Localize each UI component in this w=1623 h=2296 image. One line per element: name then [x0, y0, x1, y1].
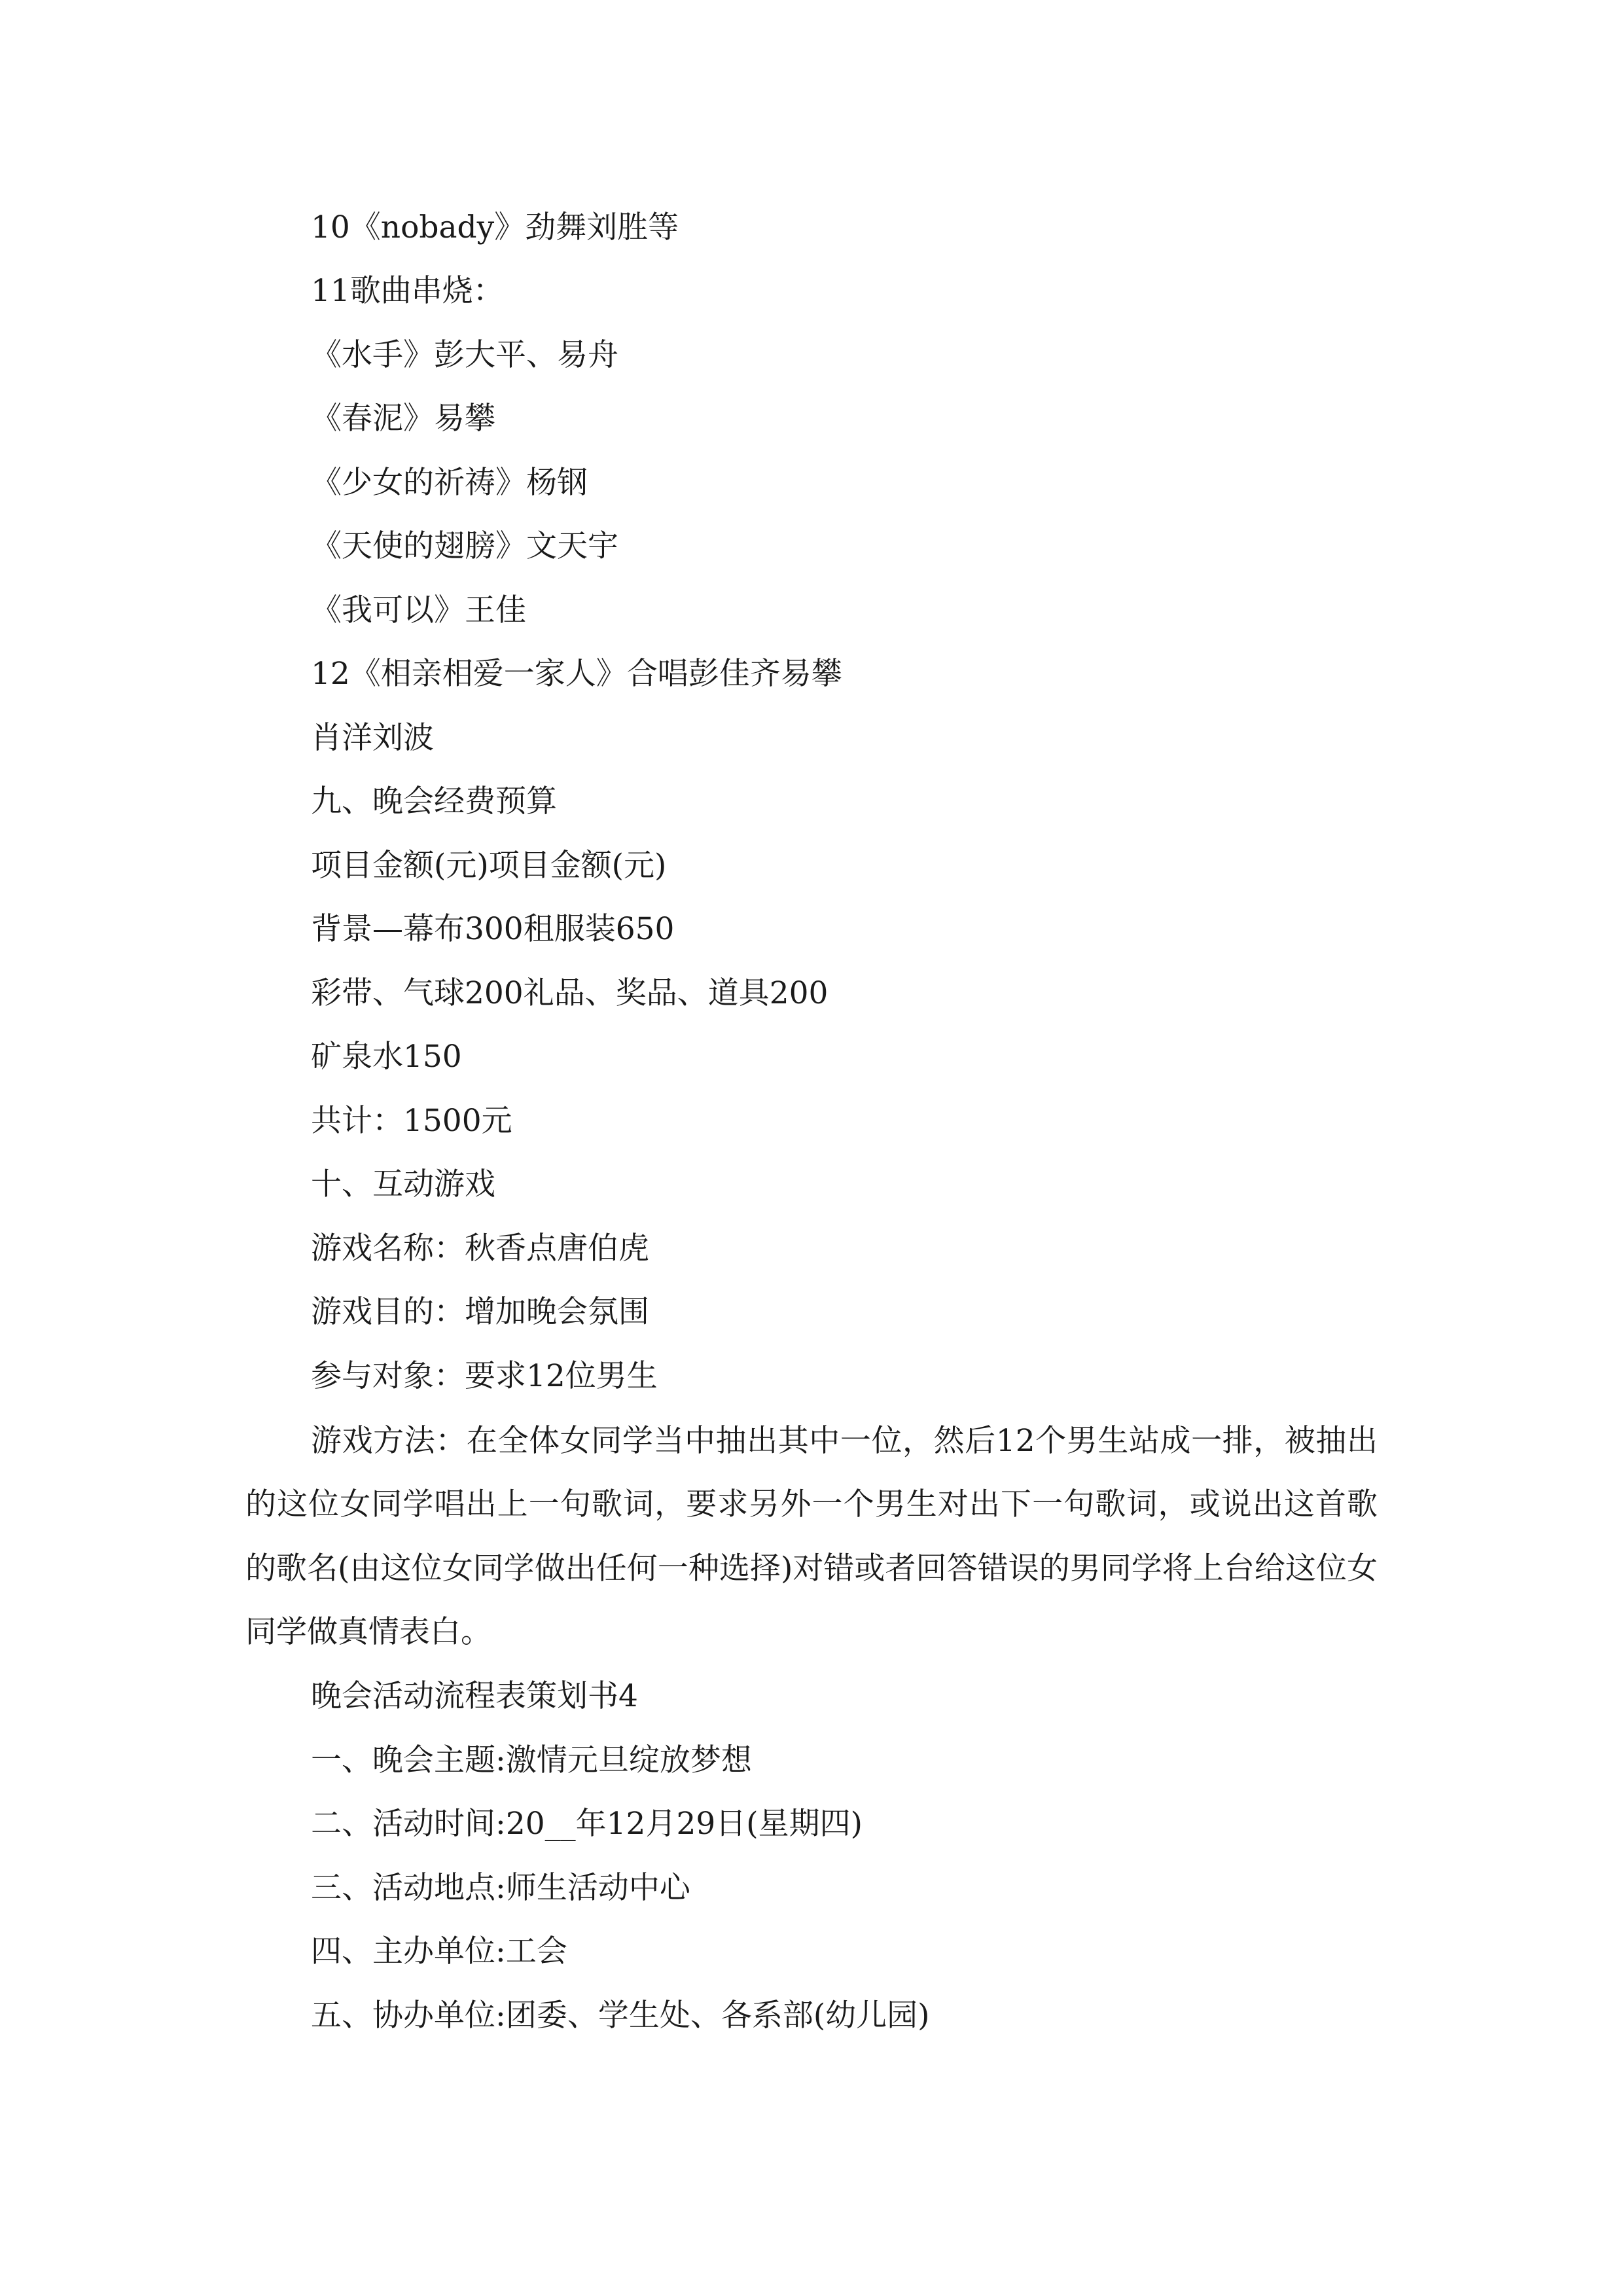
- document-title: 晚会活动流程表策划书4: [311, 1678, 638, 1714]
- text-line: 游戏名称：秋香点唐伯虎: [311, 1230, 649, 1266]
- text-line: 参与对象：要求12位男生: [311, 1358, 658, 1394]
- text-line: 肖洋刘波: [311, 720, 434, 756]
- text-line: 游戏目的：增加晚会氛围: [311, 1294, 649, 1330]
- text-line: 12《相亲相爱一家人》合唱彭佳齐易攀: [311, 656, 842, 692]
- section-heading: 十、互动游戏: [311, 1166, 495, 1202]
- text-line: 10《nobady》劲舞刘胜等: [311, 209, 679, 245]
- text-line: 11歌曲串烧：: [311, 273, 504, 309]
- text-line: 《春泥》易攀: [311, 401, 495, 437]
- text-line: 五、协办单位:团委、学生处、各系部(幼儿园): [311, 1998, 930, 2034]
- text-line: 共计：1500元: [311, 1103, 512, 1139]
- text-line: 彩带、气球200礼品、奖品、道具200: [311, 975, 829, 1011]
- text-line: 一、晚会主题:激情元旦绽放梦想: [311, 1742, 752, 1778]
- text-line: 四、主办单位:工会: [311, 1933, 567, 1969]
- text-line: 矿泉水150: [311, 1039, 462, 1075]
- text-line: 二、活动时间:20__年12月29日(星期四): [311, 1806, 863, 1842]
- body-paragraph: 游戏方法：在全体女同学当中抽出其中一位，然后12个男生站成一排，被抽出的这位女同学唱出上一句歌词，要求另外一个男生对出下一句歌词，或说出这首歌的歌名(由这位女同学做出任何一种选择)对错或者回答错误的男同学将上台给这位女同学做真情表白。: [245, 1423, 1378, 1651]
- text-line: 《少女的祈祷》杨钢: [311, 465, 588, 501]
- text-line: 《我可以》王佳: [311, 592, 526, 628]
- text-line: 背景—幕布300租服装650: [311, 911, 675, 947]
- text-line: 《天使的翅膀》文天宇: [311, 528, 618, 564]
- text-line: 三、活动地点:师生活动中心: [311, 1870, 690, 1906]
- section-heading: 九、晚会经费预算: [311, 783, 557, 819]
- text-line: 《水手》彭大平、易舟: [311, 337, 618, 373]
- text-line: 项目金额(元)项目金额(元): [311, 848, 667, 884]
